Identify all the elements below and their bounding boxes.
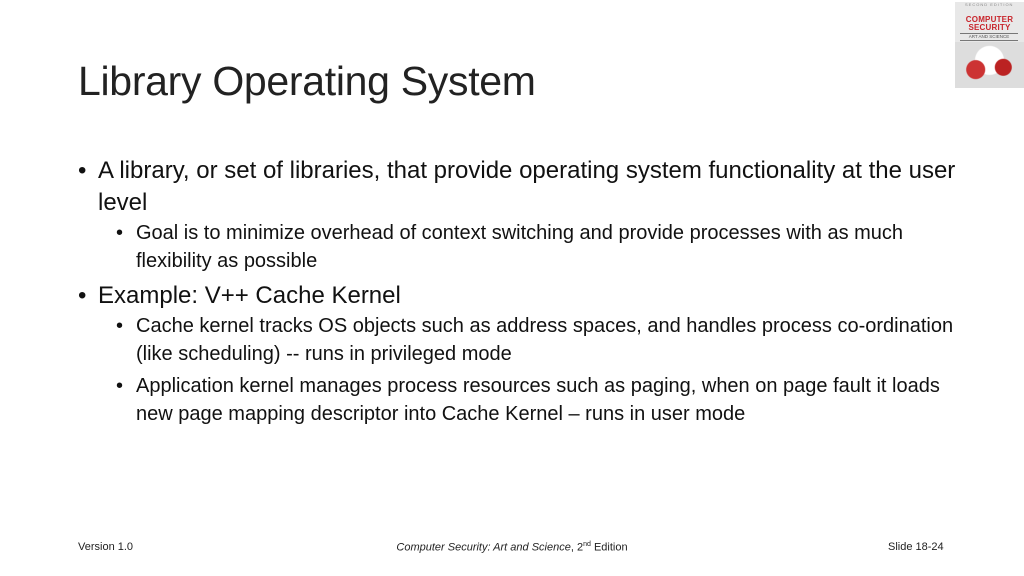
book-cover-image [955, 2, 1024, 88]
sub-bullet-item [116, 372, 958, 428]
bullet-text: A library, or set of libraries, that provide operating system functionality at the user level [98, 157, 956, 216]
slide-title: Library Operating System [78, 58, 536, 104]
sub-bullet-item [116, 312, 958, 368]
bullet-dot-icon: • [116, 315, 124, 337]
cover-subtitle: ART AND SCIENCE [960, 33, 1018, 41]
bullet-text: Example: V++ Cache Kernel [98, 282, 401, 309]
footer-slide-number: Slide 18-24 [888, 541, 944, 553]
sub-bullet-text: Cache kernel tracks OS objects such as address spaces, and handles process co-ordination (like scheduling) -- runs in privileged mode [136, 315, 954, 365]
cover-butterfly-art [955, 42, 1024, 88]
footer-book-edition: Computer Security: Art and Science, 2nd Edition [396, 541, 628, 554]
slide-body [78, 155, 958, 428]
sub-bullet-item [116, 219, 958, 275]
cover-edition-banner: SECOND EDITION [965, 2, 1014, 7]
footer-version: Version 1.0 [78, 541, 134, 553]
bullet-dot-icon: • [116, 375, 124, 397]
bullet-item [78, 155, 958, 219]
sub-bullet-text: Application kernel manages process resources such as paging, when on page fault it loads new page mapping descriptor into Cache Kernel – runs in user mode [136, 375, 940, 425]
footer-book-title: Computer Security: Art and Science [396, 541, 571, 554]
bullet-dot-icon: • [78, 282, 87, 309]
bullet-dot-icon: • [78, 157, 87, 184]
bullet-dot-icon: • [116, 222, 124, 244]
cover-title-line2: SECURITY [968, 23, 1011, 32]
cover-title-line1: COMPUTER [965, 15, 1014, 24]
sub-bullet-text: Goal is to minimize overhead of context switching and provide processes with as much flexibility as possible [136, 222, 904, 272]
bullet-item [78, 280, 958, 312]
